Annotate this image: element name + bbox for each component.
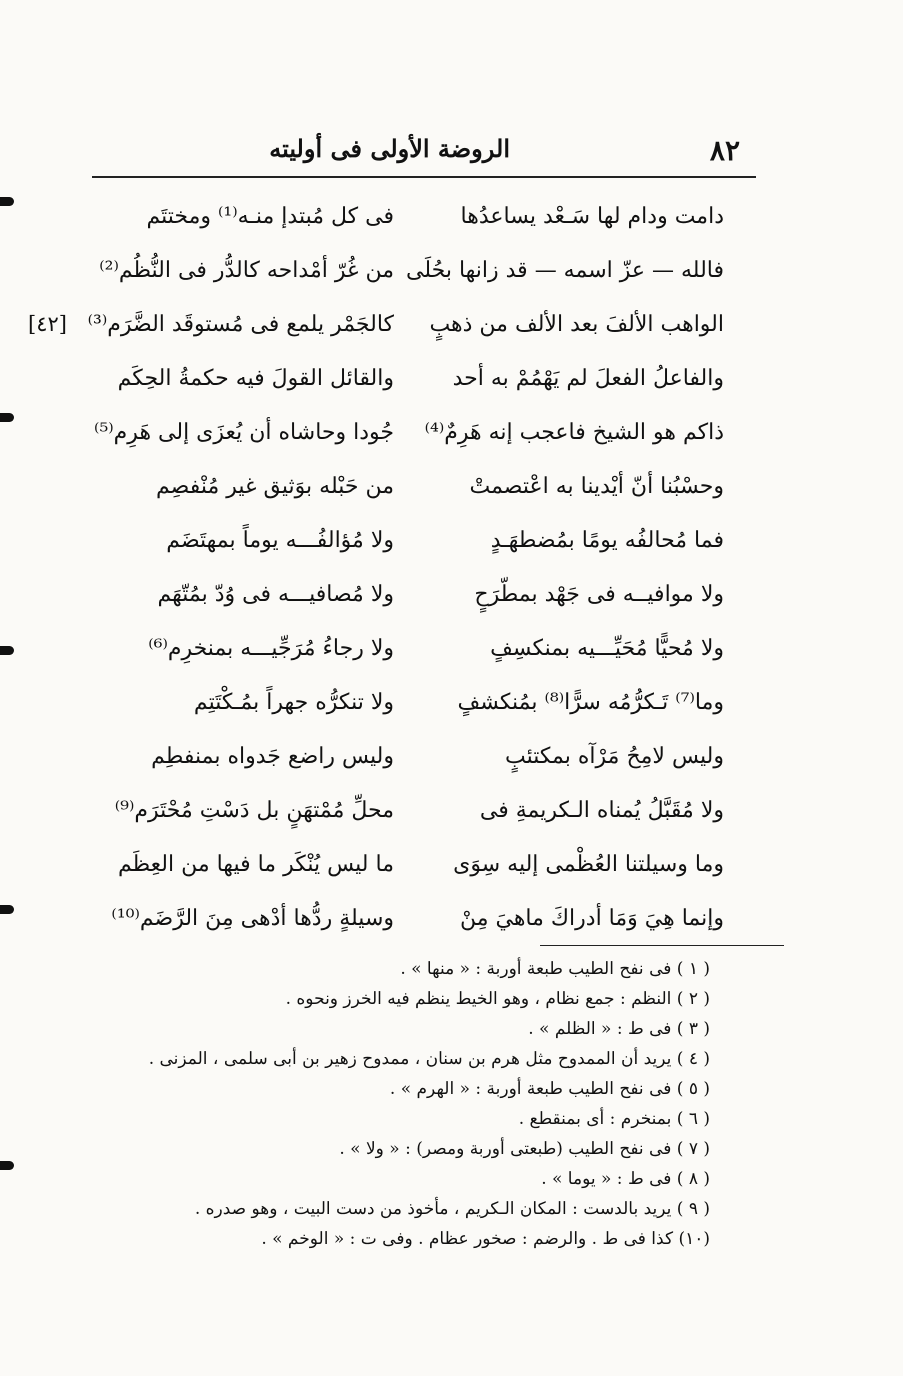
first-hemistich: وإنما هِيَ وَمَا أدراكَ ماهيَ مِنْ (459, 906, 724, 931)
footnote: ( ٥ ) فى نفح الطيب طبعة أوربة : « الهرم » . (389, 1079, 710, 1099)
verse-line (104, 460, 724, 514)
second-hemistich: ولا مُصافيـــه فى وُدّ بمُتّهَم (157, 582, 394, 607)
second-hemistich: فى كل مُبتدإ منـه⁽¹⁾ ومختتَم (146, 204, 394, 229)
second-hemistich: محلِّ مُمْتهَنٍ بل دَسْتِ مُحْتَرَم⁽⁹⁾ (114, 798, 394, 823)
first-hemistich: ولا مُقَبَّلُ يُمناه الـكريمةِ فى (479, 798, 724, 823)
footnote: ( ٩ ) يريد بالدست : المكان الـكريم ، مأخوذ من دست البيت ، وهو صدره . (194, 1199, 710, 1219)
first-hemistich: فما مُحالفُه يومًا بمُضطهَـدٍ (490, 528, 724, 553)
first-hemistich: ولا موافيــه فى جَهْد بمطّرَحٍ (474, 582, 724, 607)
margin-bleed-mark (0, 646, 14, 655)
page-number: ٨٢ (709, 134, 740, 167)
second-hemistich: وسيلةٍ ردُّها أدْهى مِنَ الرَّضَم⁽¹⁰⁾ (111, 906, 394, 931)
verse-line (104, 838, 724, 892)
footnote: ( ٦ ) بمنخرم : أى بمنقطع . (518, 1109, 710, 1129)
page-header (200, 128, 740, 176)
first-hemistich: ذاكم هو الشيخ فاعجب إنه هَرِمٌ⁽⁴⁾ (424, 420, 724, 445)
second-hemistich: كالجَمْر يلمع فى مُستوقَد الضَّرَم⁽³⁾ (87, 312, 394, 337)
second-hemistich: من حَبْله بوَثيق غير مُنْفصِم (156, 474, 394, 499)
running-title: الروضة الأولى فى أوليته (269, 134, 510, 163)
footnote: ( ٢ ) النظم : جمع نظام ، وهو الخيط ينظم فيه الخرز ونحوه . (285, 989, 710, 1009)
verse-line (104, 568, 724, 622)
verse-line (104, 730, 724, 784)
footnotes-rule (540, 945, 784, 946)
footnote: ( ٣ ) فى ط : « الظلم » . (528, 1019, 710, 1039)
verse-line (104, 352, 724, 406)
verse-line (104, 892, 724, 946)
verse-line (104, 190, 724, 244)
first-hemistich: الواهب الألفَ بعد الألف من ذهبٍ (429, 312, 724, 337)
footnote: ( ٨ ) فى ط : « يوما » . (541, 1169, 710, 1189)
footnote: ( ٧ ) فى نفح الطيب (طبعتى أوربة ومصر) : « ولا » . (339, 1139, 710, 1159)
verse-line (104, 676, 724, 730)
verse-line (87, 298, 724, 352)
first-hemistich: وليس لامِحُ مَرْآه بمكتئبٍ (505, 744, 724, 769)
second-hemistich: وليس راضع جَدواه بمنفطِم (151, 744, 394, 769)
first-hemistich: وما⁽⁷⁾ تَـكرُّمُه سرًّا⁽⁸⁾ بمُنكشفٍ (457, 690, 724, 715)
footnote: (١٠) كذا فى ط . والرضم : صخور عظام . وفى ت : « الوخم » . (261, 1229, 710, 1249)
first-hemistich: وما وسيلتنا العُظْمى إليه سِوَى (453, 852, 724, 877)
margin-bleed-mark (0, 197, 14, 206)
second-hemistich: ما ليس يُنْكَر ما فيها من العِظَم (117, 852, 394, 877)
first-hemistich: والفاعلُ الفعلَ لم يَهْمُمْ به أحد (452, 366, 724, 391)
first-hemistich: دامت ودام لها سَـعْد يساعدُها (460, 204, 724, 229)
second-hemistich: من غُرّ أمْداحه كالدُّر فى النُّظُم⁽²⁾ (99, 258, 394, 283)
verse-line (104, 784, 724, 838)
footnote: ( ١ ) فى نفح الطيب طبعة أوربة : « منها » . (400, 959, 710, 979)
second-hemistich: ولا رجاءُ مُرَجِّيـــه بمنخرِم⁽⁶⁾ (148, 636, 394, 661)
first-hemistich: وحسْبُنا أنّ أيْدينا به اعْتصمتْ (469, 474, 724, 499)
verse-line (104, 622, 724, 676)
footnote: ( ٤ ) يريد أن الممدوح مثل هرم بن سنان ، ممدوح زهير بن أبى سلمى ، المزنى . (148, 1049, 710, 1069)
second-hemistich: ولا مُؤالفُـــه يوماً بمهتَضَم (166, 528, 394, 553)
footnotes (90, 954, 710, 1254)
margin-page-reference: [٤٢] (28, 312, 67, 336)
margin-bleed-mark (0, 413, 14, 422)
verse-line (104, 514, 724, 568)
verse-line (94, 406, 724, 460)
second-hemistich: ولا تنكرُّه جهراً بمُـكْتَتِم (193, 690, 394, 715)
header-rule (92, 176, 756, 178)
first-hemistich: فالله — عزّ اسمه — قد زانها بحُلَى (406, 258, 724, 283)
second-hemistich: والقائل القولَ فيه حكمةُ الحِكَم (117, 366, 394, 391)
verse-line (99, 244, 724, 298)
poem-body (87, 190, 724, 940)
first-hemistich: ولا مُحيًّا مُحَيِّـــيه بمنكسِفٍ (490, 636, 724, 661)
margin-bleed-mark (0, 1161, 14, 1170)
second-hemistich: جُودا وحاشاه أن يُعزَى إلى هَرِم⁽⁵⁾ (94, 420, 394, 445)
margin-bleed-mark (0, 905, 14, 914)
